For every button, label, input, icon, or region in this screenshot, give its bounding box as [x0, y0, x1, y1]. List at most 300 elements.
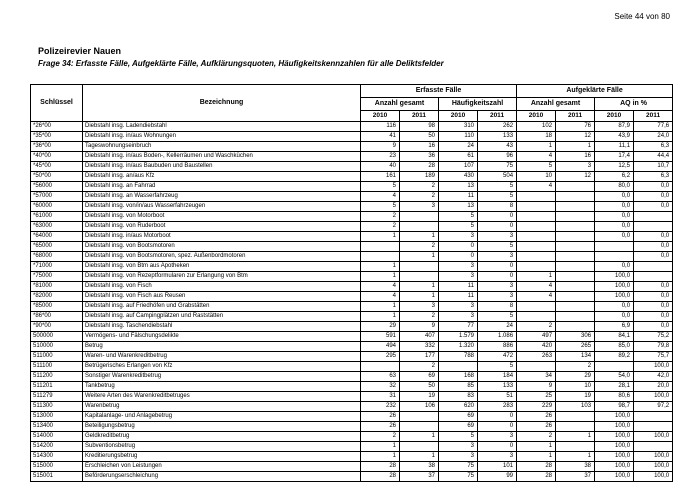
- cell-bezeichnung: Vermögens- und Fälschungsdelikte: [83, 332, 361, 342]
- cell-value: 1: [517, 272, 556, 282]
- cell-bezeichnung: Kapitalanlage- und Anlagebetrug: [83, 412, 361, 422]
- cell-schluessel: *86*00: [31, 312, 83, 322]
- table-row: [31, 222, 673, 232]
- cell-value: 161: [361, 172, 400, 182]
- header-year-2011: 2011: [634, 111, 673, 122]
- cell-value: 100,0: [595, 412, 634, 422]
- cell-value: 295: [361, 352, 400, 362]
- cell-value: 3: [478, 252, 517, 262]
- table-row: [31, 322, 673, 332]
- cell-value: 69: [439, 422, 478, 432]
- cell-value: 77: [439, 322, 478, 332]
- cell-value: 100,0: [595, 432, 634, 442]
- cell-value: 133: [478, 382, 517, 392]
- cell-value: [556, 212, 595, 222]
- cell-schluessel: 511200: [31, 372, 83, 382]
- cell-value: [556, 322, 595, 332]
- cell-value: 1: [361, 232, 400, 242]
- report-title: Polizeirevier Nauen: [38, 46, 122, 56]
- cell-value: [517, 252, 556, 262]
- cell-value: [517, 232, 556, 242]
- cell-schluessel: 514000: [31, 432, 83, 442]
- cell-value: 100,0: [595, 442, 634, 452]
- cell-bezeichnung: Diebstahl insg. in/aus Motorboot: [83, 232, 361, 242]
- cell-value: 3: [439, 232, 478, 242]
- cell-value: [556, 302, 595, 312]
- cell-value: 0,0: [595, 312, 634, 322]
- cell-value: 9: [400, 322, 439, 332]
- cell-value: 37: [400, 472, 439, 482]
- cell-value: 75,2: [634, 332, 673, 342]
- cell-value: 0,0: [634, 302, 673, 312]
- header-year-2010: 2010: [361, 111, 400, 122]
- table-row: [31, 252, 673, 262]
- table-row: [31, 192, 673, 202]
- cell-value: 5: [478, 192, 517, 202]
- cell-value: 17,4: [595, 152, 634, 162]
- cell-value: 1: [400, 452, 439, 462]
- cell-value: 18: [517, 132, 556, 142]
- cell-value: 24: [478, 322, 517, 332]
- cell-value: 189: [400, 172, 439, 182]
- cell-value: [634, 422, 673, 432]
- cell-value: 0,0: [634, 202, 673, 212]
- cell-value: 1.320: [439, 342, 478, 352]
- cell-value: [556, 202, 595, 212]
- table-row: [31, 142, 673, 152]
- cell-value: [595, 242, 634, 252]
- cell-value: 4: [361, 282, 400, 292]
- cell-value: 0,0: [595, 232, 634, 242]
- cell-schluessel: *50*00: [31, 172, 83, 182]
- table-row: [31, 442, 673, 452]
- cell-bezeichnung: Diebstahl insg. von Rezeptformularen zur Erlangung von Btm: [83, 272, 361, 282]
- cell-value: [556, 262, 595, 272]
- table-row: [31, 242, 673, 252]
- cell-value: 2: [556, 362, 595, 372]
- cell-value: 5: [517, 162, 556, 172]
- cell-value: [517, 312, 556, 322]
- cell-value: [634, 442, 673, 452]
- table-row: [31, 462, 673, 472]
- cell-schluessel: *81000: [31, 282, 83, 292]
- table-row: [31, 212, 673, 222]
- cell-value: [517, 202, 556, 212]
- cell-value: 4: [517, 152, 556, 162]
- cell-schluessel: *45*00: [31, 162, 83, 172]
- header-anzahl-gesamt-aufgeklaert: Anzahl gesamt: [517, 98, 595, 111]
- cell-value: 177: [400, 352, 439, 362]
- cell-value: 80,6: [595, 392, 634, 402]
- cell-value: 262: [478, 122, 517, 132]
- cell-bezeichnung: Betrügerisches Erlangen von Kfz: [83, 362, 361, 372]
- cell-bezeichnung: Diebstahl insg. auf Campingplätzen und Raststätten: [83, 312, 361, 322]
- table-row: [31, 432, 673, 442]
- cell-value: [556, 422, 595, 432]
- cell-value: 1: [361, 302, 400, 312]
- cell-value: [556, 292, 595, 302]
- cell-bezeichnung: Beförderungserschleichung: [83, 472, 361, 482]
- table-row: [31, 382, 673, 392]
- cell-value: 43: [478, 142, 517, 152]
- cell-value: [517, 222, 556, 232]
- cell-value: 430: [439, 172, 478, 182]
- cell-value: 4: [517, 282, 556, 292]
- cell-value: 6,2: [595, 172, 634, 182]
- table-row: [31, 292, 673, 302]
- cell-value: 106: [400, 402, 439, 412]
- cell-value: 0: [478, 212, 517, 222]
- cell-bezeichnung: Tankbetrug: [83, 382, 361, 392]
- cell-value: 97,2: [634, 402, 673, 412]
- cell-value: 4: [517, 182, 556, 192]
- cell-value: 0,0: [634, 242, 673, 252]
- cell-value: 12: [556, 172, 595, 182]
- cell-value: 1: [556, 452, 595, 462]
- cell-value: 100,0: [634, 462, 673, 472]
- cell-value: 2: [517, 322, 556, 332]
- cell-value: 3: [439, 262, 478, 272]
- cell-value: 306: [556, 332, 595, 342]
- cell-value: 5: [478, 182, 517, 192]
- cell-value: 28: [361, 462, 400, 472]
- cell-schluessel: *35*00: [31, 132, 83, 142]
- cell-value: 13: [439, 202, 478, 212]
- cell-value: 0,0: [634, 312, 673, 322]
- cell-value: 98,7: [595, 402, 634, 412]
- cell-bezeichnung: Diebstahl insg. von Btm aus Apotheken: [83, 262, 361, 272]
- cell-bezeichnung: Diebstahl insg. Ladendiebstahl: [83, 122, 361, 132]
- cell-value: 84,1: [595, 332, 634, 342]
- cell-value: 75: [439, 462, 478, 472]
- cell-value: 2: [517, 432, 556, 442]
- cell-value: [361, 252, 400, 262]
- cell-value: 3: [439, 312, 478, 322]
- cell-value: [556, 192, 595, 202]
- cell-value: 6,3: [634, 142, 673, 152]
- cell-bezeichnung: Erschleichen von Leistungen: [83, 462, 361, 472]
- cell-value: 9: [361, 142, 400, 152]
- cell-value: [556, 312, 595, 322]
- cell-value: 10: [517, 172, 556, 182]
- header-schluessel: Schlüssel: [31, 85, 83, 122]
- cell-value: 591: [361, 332, 400, 342]
- cell-value: 5: [439, 222, 478, 232]
- cell-value: 310: [439, 122, 478, 132]
- cell-bezeichnung: Diebstahl insg. an Fahrrad: [83, 182, 361, 192]
- cell-schluessel: 511100: [31, 362, 83, 372]
- cell-value: 29: [361, 322, 400, 332]
- cell-value: 63: [361, 372, 400, 382]
- cell-value: 1.579: [439, 332, 478, 342]
- table-body: [31, 122, 673, 482]
- cell-value: 116: [361, 122, 400, 132]
- cell-value: 2: [400, 312, 439, 322]
- cell-value: 5: [439, 212, 478, 222]
- cell-value: 620: [439, 402, 478, 412]
- cell-value: 6,9: [595, 322, 634, 332]
- cell-value: 26: [517, 422, 556, 432]
- cell-value: 0,0: [595, 202, 634, 212]
- cell-value: 265: [556, 342, 595, 352]
- cell-schluessel: *65000: [31, 242, 83, 252]
- cell-schluessel: 511300: [31, 402, 83, 412]
- cell-value: [400, 412, 439, 422]
- cell-value: 107: [439, 162, 478, 172]
- cell-value: 2: [400, 242, 439, 252]
- cell-value: 12,5: [595, 162, 634, 172]
- cell-value: 6,3: [634, 172, 673, 182]
- table-row: [31, 172, 673, 182]
- cell-value: 28: [517, 462, 556, 472]
- cell-value: [361, 362, 400, 372]
- cell-value: [556, 222, 595, 232]
- cell-schluessel: *60000: [31, 202, 83, 212]
- cell-value: [556, 232, 595, 242]
- cell-value: [634, 222, 673, 232]
- cell-value: 3: [556, 162, 595, 172]
- cell-value: 1.086: [478, 332, 517, 342]
- cell-value: 5: [478, 242, 517, 252]
- cell-value: 77,6: [634, 122, 673, 132]
- cell-value: 3: [439, 452, 478, 462]
- cell-value: [400, 222, 439, 232]
- cell-value: 16: [556, 152, 595, 162]
- table-row: [31, 182, 673, 192]
- cell-value: [400, 442, 439, 452]
- cell-bezeichnung: Diebstahl insg. in/aus Baubuden und Baustellen: [83, 162, 361, 172]
- cell-value: 0: [478, 412, 517, 422]
- cell-value: 13: [439, 182, 478, 192]
- cell-value: 26: [517, 412, 556, 422]
- cell-value: 2: [400, 182, 439, 192]
- cell-value: 96: [478, 152, 517, 162]
- cell-value: 2: [400, 192, 439, 202]
- cell-value: 184: [478, 372, 517, 382]
- cell-schluessel: 515001: [31, 472, 83, 482]
- cell-schluessel: *57000: [31, 192, 83, 202]
- cell-bezeichnung: Diebstahl insg. von Bootsmotoren, spez. Außenbordmotoren: [83, 252, 361, 262]
- cell-schluessel: *63000: [31, 222, 83, 232]
- cell-value: 3: [478, 292, 517, 302]
- cell-value: 1: [361, 312, 400, 322]
- cell-value: [361, 242, 400, 252]
- cell-value: 99: [478, 472, 517, 482]
- cell-value: [634, 262, 673, 272]
- cell-value: 2: [361, 432, 400, 442]
- cell-value: 1: [400, 252, 439, 262]
- cell-value: 110: [439, 132, 478, 142]
- table-row: [31, 362, 673, 372]
- cell-value: [517, 362, 556, 372]
- cell-bezeichnung: Tageswohnungseinbruch: [83, 142, 361, 152]
- cell-value: 28: [361, 472, 400, 482]
- cell-schluessel: 511201: [31, 382, 83, 392]
- cell-value: 0,0: [595, 262, 634, 272]
- cell-value: 1: [361, 442, 400, 452]
- cell-schluessel: *64000: [31, 232, 83, 242]
- cell-value: 37: [556, 472, 595, 482]
- cell-schluessel: *36*00: [31, 142, 83, 152]
- cell-value: 19: [400, 392, 439, 402]
- cell-bezeichnung: Diebstahl insg. von Motorboot: [83, 212, 361, 222]
- cell-value: 497: [517, 332, 556, 342]
- cell-value: 0: [478, 422, 517, 432]
- header-erfasste-faelle: Erfasste Fälle: [361, 85, 517, 98]
- cell-value: 31: [361, 392, 400, 402]
- cell-value: [517, 262, 556, 272]
- cell-value: 3: [478, 232, 517, 242]
- cell-value: 9: [517, 382, 556, 392]
- cell-bezeichnung: Diebstahl insg. auf Friedhöfen und Grabstätten: [83, 302, 361, 312]
- cell-bezeichnung: Diebstahl insg. an Wasserfahrzeug: [83, 192, 361, 202]
- cell-value: 0,0: [634, 322, 673, 332]
- cell-value: 0,0: [634, 252, 673, 262]
- cell-value: 101: [478, 462, 517, 472]
- cell-value: 1: [556, 432, 595, 442]
- header-aq-in-percent: AQ in %: [595, 98, 673, 111]
- cell-value: 16: [400, 142, 439, 152]
- cell-value: 5: [361, 182, 400, 192]
- cell-value: 0,0: [634, 282, 673, 292]
- header-year-2010: 2010: [595, 111, 634, 122]
- table-row: [31, 232, 673, 242]
- cell-value: 26: [361, 422, 400, 432]
- cell-value: [400, 212, 439, 222]
- cell-bezeichnung: Waren- und Warenkreditbetrug: [83, 352, 361, 362]
- cell-schluessel: 514300: [31, 452, 83, 462]
- cell-value: 36: [400, 152, 439, 162]
- cell-value: 0,0: [634, 192, 673, 202]
- header-haeufigkeitszahl: Häufigkeitszahl: [439, 98, 517, 111]
- cell-value: 0: [478, 442, 517, 452]
- cell-value: 5: [361, 202, 400, 212]
- cell-value: 886: [478, 342, 517, 352]
- cell-value: 0,0: [595, 212, 634, 222]
- cell-value: 34: [517, 372, 556, 382]
- cell-value: 2: [361, 222, 400, 232]
- cell-schluessel: *90*00: [31, 322, 83, 332]
- cell-value: 100,0: [595, 452, 634, 462]
- cell-value: [517, 192, 556, 202]
- cell-value: 1: [400, 292, 439, 302]
- cell-value: 133: [478, 132, 517, 142]
- header-anzahl-gesamt-erfasst: Anzahl gesamt: [361, 98, 439, 111]
- cell-bezeichnung: Warenbetrug: [83, 402, 361, 412]
- cell-value: [556, 442, 595, 452]
- cell-value: 83: [439, 392, 478, 402]
- cell-value: 1: [361, 262, 400, 272]
- table-row: [31, 152, 673, 162]
- cell-value: 89,2: [595, 352, 634, 362]
- table-row: [31, 422, 673, 432]
- cell-value: 29: [556, 372, 595, 382]
- table-row: [31, 282, 673, 292]
- cell-schluessel: 511000: [31, 352, 83, 362]
- header-year-2010: 2010: [517, 111, 556, 122]
- cell-value: 85,0: [595, 342, 634, 352]
- cell-value: 42,0: [634, 372, 673, 382]
- cell-schluessel: *26*00: [31, 122, 83, 132]
- cell-value: 1: [517, 452, 556, 462]
- cell-bezeichnung: Diebstahl insg. in/aus Wohnungen: [83, 132, 361, 142]
- cell-schluessel: *40*00: [31, 152, 83, 162]
- cell-value: 1: [361, 452, 400, 462]
- cell-value: [556, 272, 595, 282]
- cell-bezeichnung: Diebstahl insg. in/aus Boden-, Kellerräumen und Waschküchen: [83, 152, 361, 162]
- table-row: [31, 332, 673, 342]
- cell-value: 8: [478, 202, 517, 212]
- statistics-table: [30, 84, 673, 482]
- table-row: [31, 342, 673, 352]
- cell-value: [556, 242, 595, 252]
- cell-bezeichnung: Diebstahl insg. von Bootsmotoren: [83, 242, 361, 252]
- cell-value: 102: [517, 122, 556, 132]
- cell-value: 0: [439, 252, 478, 262]
- cell-value: 3: [439, 302, 478, 312]
- cell-value: 134: [556, 352, 595, 362]
- cell-bezeichnung: Subventionsbetrug: [83, 442, 361, 452]
- cell-value: 168: [439, 372, 478, 382]
- cell-value: 4: [361, 292, 400, 302]
- table-row: [31, 162, 673, 172]
- cell-value: 0: [478, 272, 517, 282]
- table-row: [31, 302, 673, 312]
- table-row: [31, 122, 673, 132]
- cell-schluessel: 510000: [31, 342, 83, 352]
- cell-value: [634, 272, 673, 282]
- cell-value: 472: [478, 352, 517, 362]
- cell-value: [634, 412, 673, 422]
- cell-value: 69: [439, 412, 478, 422]
- cell-value: 100,0: [634, 362, 673, 372]
- cell-value: 5: [439, 432, 478, 442]
- header-aufgeklaerte-faelle: Aufgeklärte Fälle: [517, 85, 673, 98]
- cell-value: 100,0: [595, 472, 634, 482]
- cell-value: [595, 362, 634, 372]
- cell-bezeichnung: Diebstahl insg. von Fisch aus Reusen: [83, 292, 361, 302]
- cell-bezeichnung: Diebstahl insg. von Ruderboot: [83, 222, 361, 232]
- table-row: [31, 262, 673, 272]
- cell-value: 4: [361, 192, 400, 202]
- table-row: [31, 402, 673, 412]
- cell-value: 0: [478, 222, 517, 232]
- header-year-2011: 2011: [400, 111, 439, 122]
- table-row: [31, 352, 673, 362]
- cell-value: 0: [439, 242, 478, 252]
- table-row: [31, 272, 673, 282]
- cell-value: 407: [400, 332, 439, 342]
- cell-value: [517, 212, 556, 222]
- cell-value: [400, 272, 439, 282]
- cell-value: 76: [556, 122, 595, 132]
- cell-schluessel: 511279: [31, 392, 83, 402]
- cell-value: [556, 182, 595, 192]
- cell-value: 19: [556, 392, 595, 402]
- cell-value: 100,0: [634, 452, 673, 462]
- cell-bezeichnung: Kreditierungsbetrug: [83, 452, 361, 462]
- cell-schluessel: *85000: [31, 302, 83, 312]
- cell-value: 1: [517, 142, 556, 152]
- cell-value: [556, 412, 595, 422]
- cell-value: 43,9: [595, 132, 634, 142]
- cell-value: 100,0: [595, 422, 634, 432]
- cell-value: 28: [517, 472, 556, 482]
- cell-value: 100,0: [595, 462, 634, 472]
- cell-value: 79,8: [634, 342, 673, 352]
- cell-schluessel: *82000: [31, 292, 83, 302]
- cell-value: [556, 252, 595, 262]
